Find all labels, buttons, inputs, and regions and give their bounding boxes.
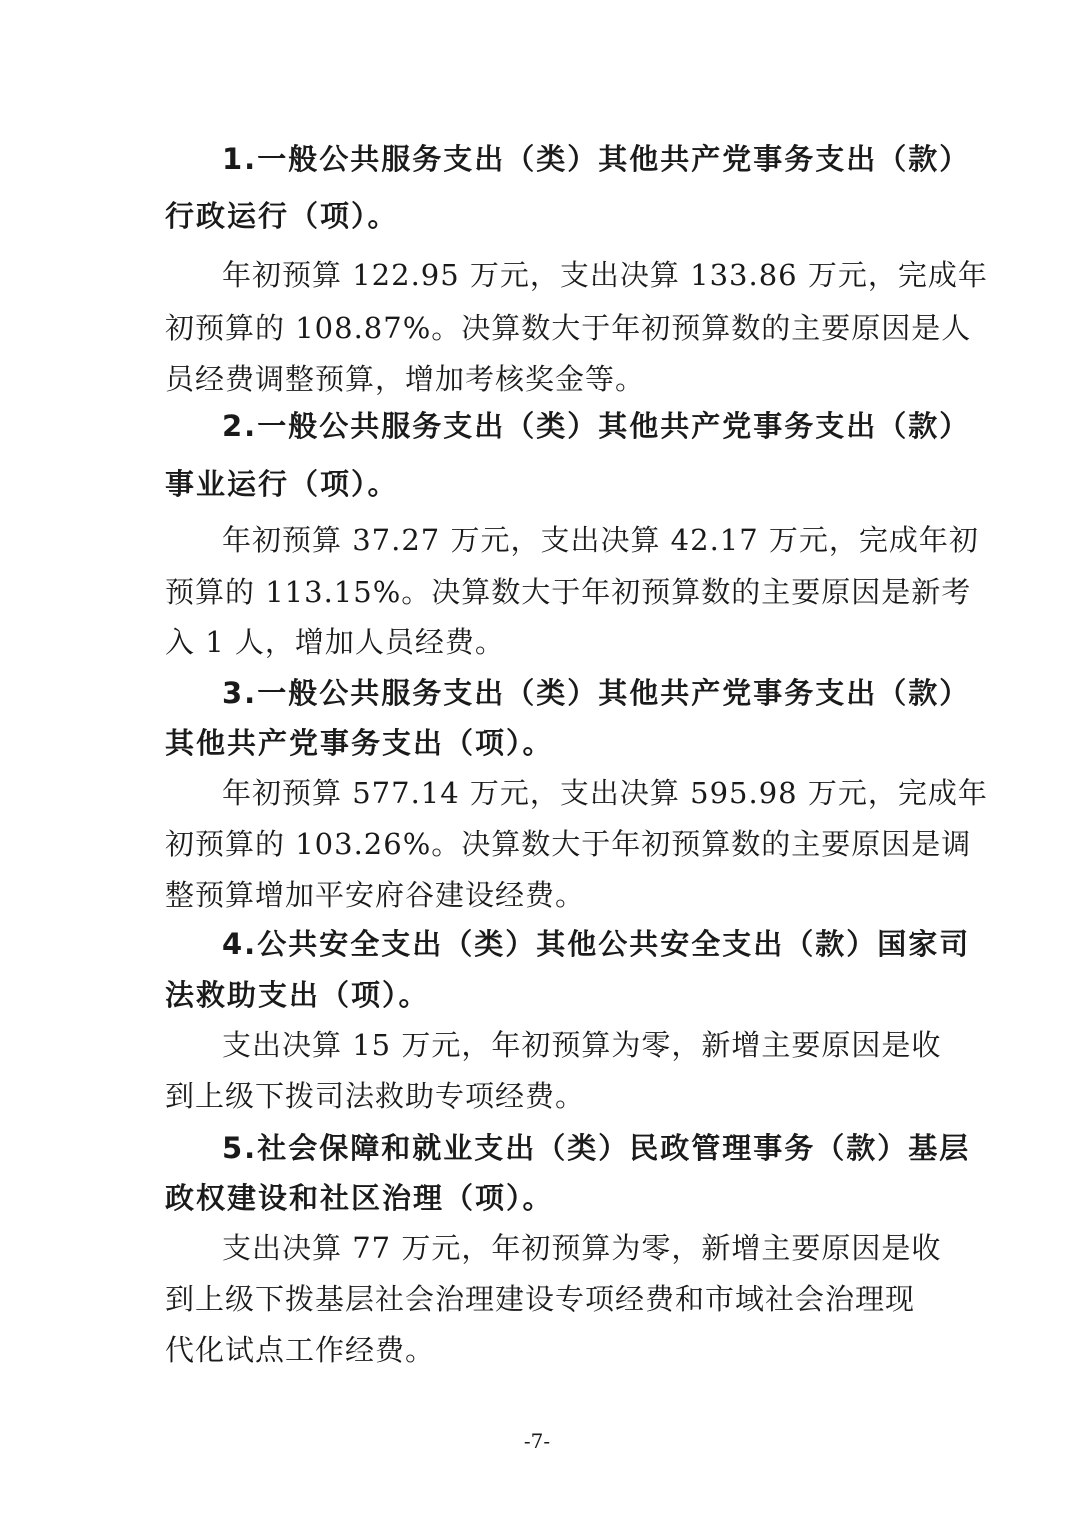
heading-2-line-2: 事业运行（项）。 (165, 467, 399, 501)
paragraph-5-line-3: 代化试点工作经费。 (165, 1333, 436, 1367)
paragraph-5-line-1: 支出决算 77 万元，年初预算为零，新增主要原因是收 (222, 1231, 942, 1265)
paragraph-2-line-3: 入 1 人，增加人员经费。 (165, 625, 505, 659)
heading-3-line-2: 其他共产党事务支出（项）。 (165, 726, 554, 760)
heading-5-line-1: 5.社会保障和就业支出（类）民政管理事务（款）基层 (222, 1131, 971, 1165)
paragraph-3-line-2: 初预算的 103.26%。决算数大于年初预算数的主要原因是调 (165, 827, 972, 861)
paragraph-3-line-3: 整预算增加平安府谷建设经费。 (165, 878, 586, 912)
paragraph-1-line-2: 初预算的 108.87%。决算数大于年初预算数的主要原因是人 (165, 311, 972, 345)
heading-1-line-1: 1.一般公共服务支出（类）其他共产党事务支出（款） (222, 142, 971, 176)
heading-5-line-2: 政权建设和社区治理（项）。 (165, 1181, 554, 1215)
paragraph-2-line-1: 年初预算 37.27 万元，支出决算 42.17 万元，完成年初 (222, 523, 979, 557)
paragraph-1-line-1: 年初预算 122.95 万元，支出决算 133.86 万元，完成年 (222, 258, 988, 292)
heading-2-line-1: 2.一般公共服务支出（类）其他共产党事务支出（款） (222, 409, 971, 443)
paragraph-5-line-2: 到上级下拨基层社会治理建设专项经费和市域社会治理现 (165, 1282, 916, 1316)
paragraph-3-line-1: 年初预算 577.14 万元，支出决算 595.98 万元，完成年 (222, 776, 988, 810)
paragraph-4-line-1: 支出决算 15 万元，年初预算为零，新增主要原因是收 (222, 1028, 942, 1062)
heading-3-line-1: 3.一般公共服务支出（类）其他共产党事务支出（款） (222, 676, 971, 710)
paragraph-2-line-2: 预算的 113.15%。决算数大于年初预算数的主要原因是新考 (165, 575, 972, 609)
page-number: -7- (523, 1429, 551, 1453)
paragraph-1-line-3: 员经费调整预算，增加考核奖金等。 (165, 362, 646, 396)
heading-4-line-1: 4.公共安全支出（类）其他公共安全支出（款）国家司 (222, 927, 971, 961)
heading-4-line-2: 法救助支出（项）。 (165, 978, 430, 1012)
heading-1-line-2: 行政运行（项）。 (165, 199, 399, 233)
paragraph-4-line-2: 到上级下拨司法救助专项经费。 (165, 1079, 586, 1113)
